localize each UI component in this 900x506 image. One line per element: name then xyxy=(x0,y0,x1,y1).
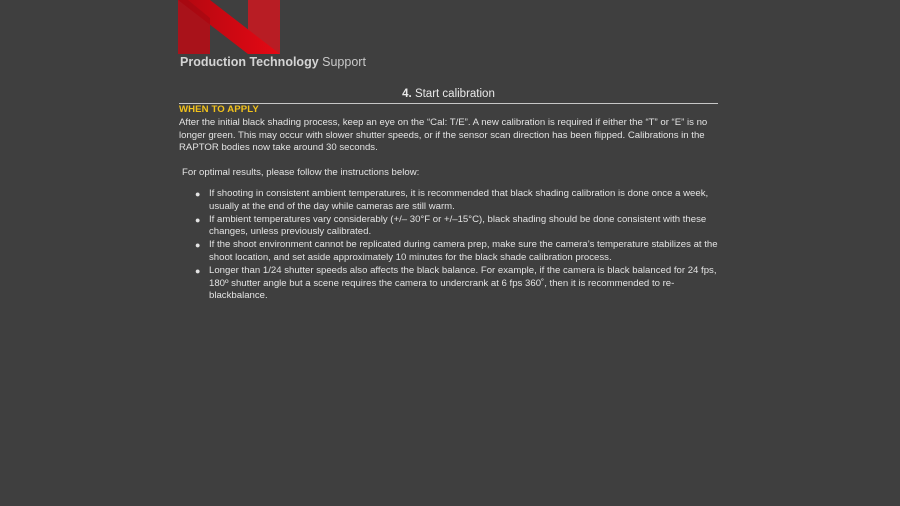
list-item xyxy=(195,265,724,303)
when-to-apply-paragraph: After the initial black shading process, keep an eye on the “Cal: T/E”. A new calibration is required if either the “T” or “E” is no longer green. This may occur with slower shutter speeds, or if the sensor scan direction has been flipped. Calibrations in the RAPTOR bodies now take around 30 seconds. xyxy=(179,116,708,154)
list-item-text: If the shoot environment cannot be replicated during camera prep, make sure the camera’s temperature stabilizes at the shoot location, and set aside approximately 10 minutes for the black shade calibration process. xyxy=(209,239,718,263)
bullet-icon: ● xyxy=(195,265,201,276)
section-header xyxy=(179,87,718,104)
list-item xyxy=(195,188,724,214)
brand-name-regular: Support xyxy=(322,55,366,69)
bullet-icon: ● xyxy=(195,214,201,225)
section-number: 4. xyxy=(402,88,412,100)
bullet-icon: ● xyxy=(195,240,201,251)
list-item-text: If shooting in consistent ambient temperatures, it is recommended that black shading calibration is done once a week, usually at the end of the day while cameras are still warm. xyxy=(209,187,709,212)
instruction-list xyxy=(179,188,724,303)
section-title: Start calibration xyxy=(414,88,495,100)
bullet-icon: ● xyxy=(195,188,201,199)
when-to-apply-heading: WHEN TO APPLY xyxy=(179,104,259,115)
instructions-intro: For optimal results, please follow the instructions below: xyxy=(182,167,420,179)
list-item-text: Longer than 1/24 shutter speeds also affects the black balance. For example, if the camera is black balanced for 24 fps, 180º shutter angle but a scene requires the camera to undercrank at 6 fps 360˚, then it is recommended to re-blackbalance. xyxy=(209,264,717,302)
list-item xyxy=(195,239,724,265)
list-item xyxy=(195,214,724,240)
brand-name-bold: Production Technology xyxy=(180,55,319,69)
brand-name xyxy=(180,55,366,69)
netflix-n-logo-icon xyxy=(178,0,280,54)
list-item-text: If ambient temperatures vary considerably (+/– 30°F or +/–15°C), black shading should be done consistent with these changes, unless previously calibrated. xyxy=(209,213,707,238)
content xyxy=(179,104,724,303)
